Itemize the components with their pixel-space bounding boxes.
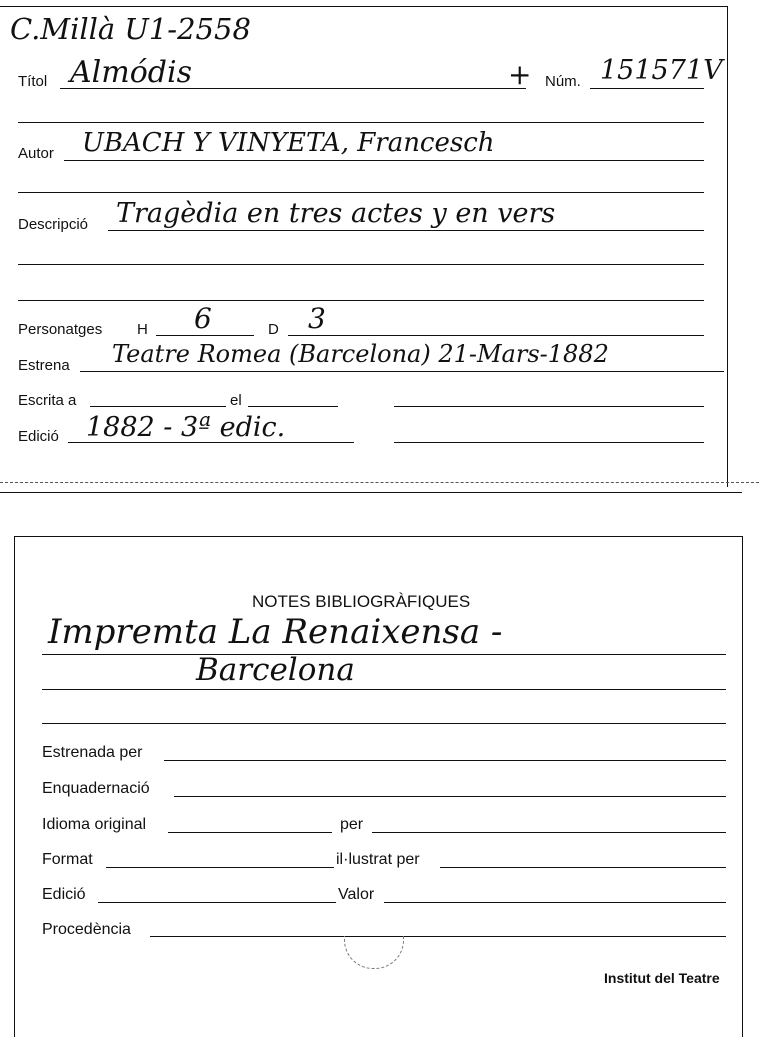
personatges-label: Personatges <box>18 321 103 338</box>
descripcio-value: Tragèdia en tres actes y en vers <box>116 198 556 229</box>
autor-line <box>64 160 704 161</box>
enquadernacio-label: Enquadernació <box>42 780 150 797</box>
num-value: 151571V <box>600 55 723 86</box>
format-label: Format <box>42 851 93 868</box>
num-label: Núm. <box>545 73 581 90</box>
valor-line <box>384 902 726 903</box>
personatges-d-line <box>288 335 704 336</box>
edicio-top-label: Edició <box>18 428 59 445</box>
perforation-marks <box>0 482 759 483</box>
autor-label: Autor <box>18 145 54 162</box>
idioma-per-label: per <box>340 816 364 833</box>
escrita-el-line <box>248 406 338 407</box>
personatges-h-line <box>156 335 254 336</box>
personatges-d-value: 3 <box>308 302 326 335</box>
notes-line-2 <box>42 689 726 690</box>
edicio-top-extra-line <box>394 442 704 443</box>
institution-footer: Institut del Teatre <box>604 970 720 986</box>
format-line <box>106 867 334 868</box>
descripcio-label: Descripció <box>18 216 89 233</box>
notes-line-1 <box>42 654 726 655</box>
estrenada-per-label: Estrenada per <box>42 744 143 761</box>
escrita-el-label: el <box>230 392 242 409</box>
valor-label: Valor <box>338 886 375 903</box>
titol-value: Almódis <box>70 55 192 90</box>
illustrat-per-line <box>440 867 726 868</box>
escrita-line <box>90 406 226 407</box>
notes-handwritten-line-2: Barcelona <box>196 652 355 688</box>
card-separator-line <box>0 492 742 493</box>
edicio-top-value: 1882 - 3ª edic. <box>86 412 286 443</box>
idioma-original-label: Idioma original <box>42 816 147 833</box>
personatges-h-value: 6 <box>194 302 212 335</box>
personatges-d-label: D <box>268 321 279 338</box>
shelfmark-note: C.Millà U1-2558 <box>10 12 251 46</box>
descripcio-extra-line-1 <box>18 264 704 265</box>
enquadernacio-line <box>174 796 726 797</box>
estrena-line <box>80 371 724 372</box>
escrita-extra-line <box>394 406 704 407</box>
idioma-per-line <box>372 832 726 833</box>
edicio-bottom-label: Edició <box>42 886 86 903</box>
estrena-value: Teatre Romea (Barcelona) 21-Mars-1882 <box>112 340 609 368</box>
cross-mark: + <box>508 58 532 91</box>
descripcio-line <box>108 230 704 231</box>
estrenada-per-line <box>164 760 726 761</box>
titol-extra-line <box>18 122 704 123</box>
procedencia-line <box>150 936 726 937</box>
descripcio-extra-line-2 <box>18 300 704 301</box>
autor-extra-line <box>18 192 704 193</box>
num-line <box>590 88 704 89</box>
notes-title: NOTES BIBLIOGRÀFIQUES <box>252 592 471 611</box>
notes-line-3 <box>42 723 726 724</box>
idioma-original-line <box>168 832 332 833</box>
personatges-h-label: H <box>137 321 148 338</box>
autor-value: UBACH Y VINYETA, Francesch <box>82 128 495 158</box>
edicio-bottom-line <box>98 902 336 903</box>
procedencia-label: Procedència <box>42 921 131 938</box>
illustrat-per-label: il·lustrat per <box>336 851 420 868</box>
titol-label: Títol <box>18 73 48 90</box>
estrena-label: Estrena <box>18 357 70 374</box>
notes-handwritten-line-1: Impremta La Renaixensa - <box>48 612 503 652</box>
escrita-label: Escrita a <box>18 392 77 409</box>
